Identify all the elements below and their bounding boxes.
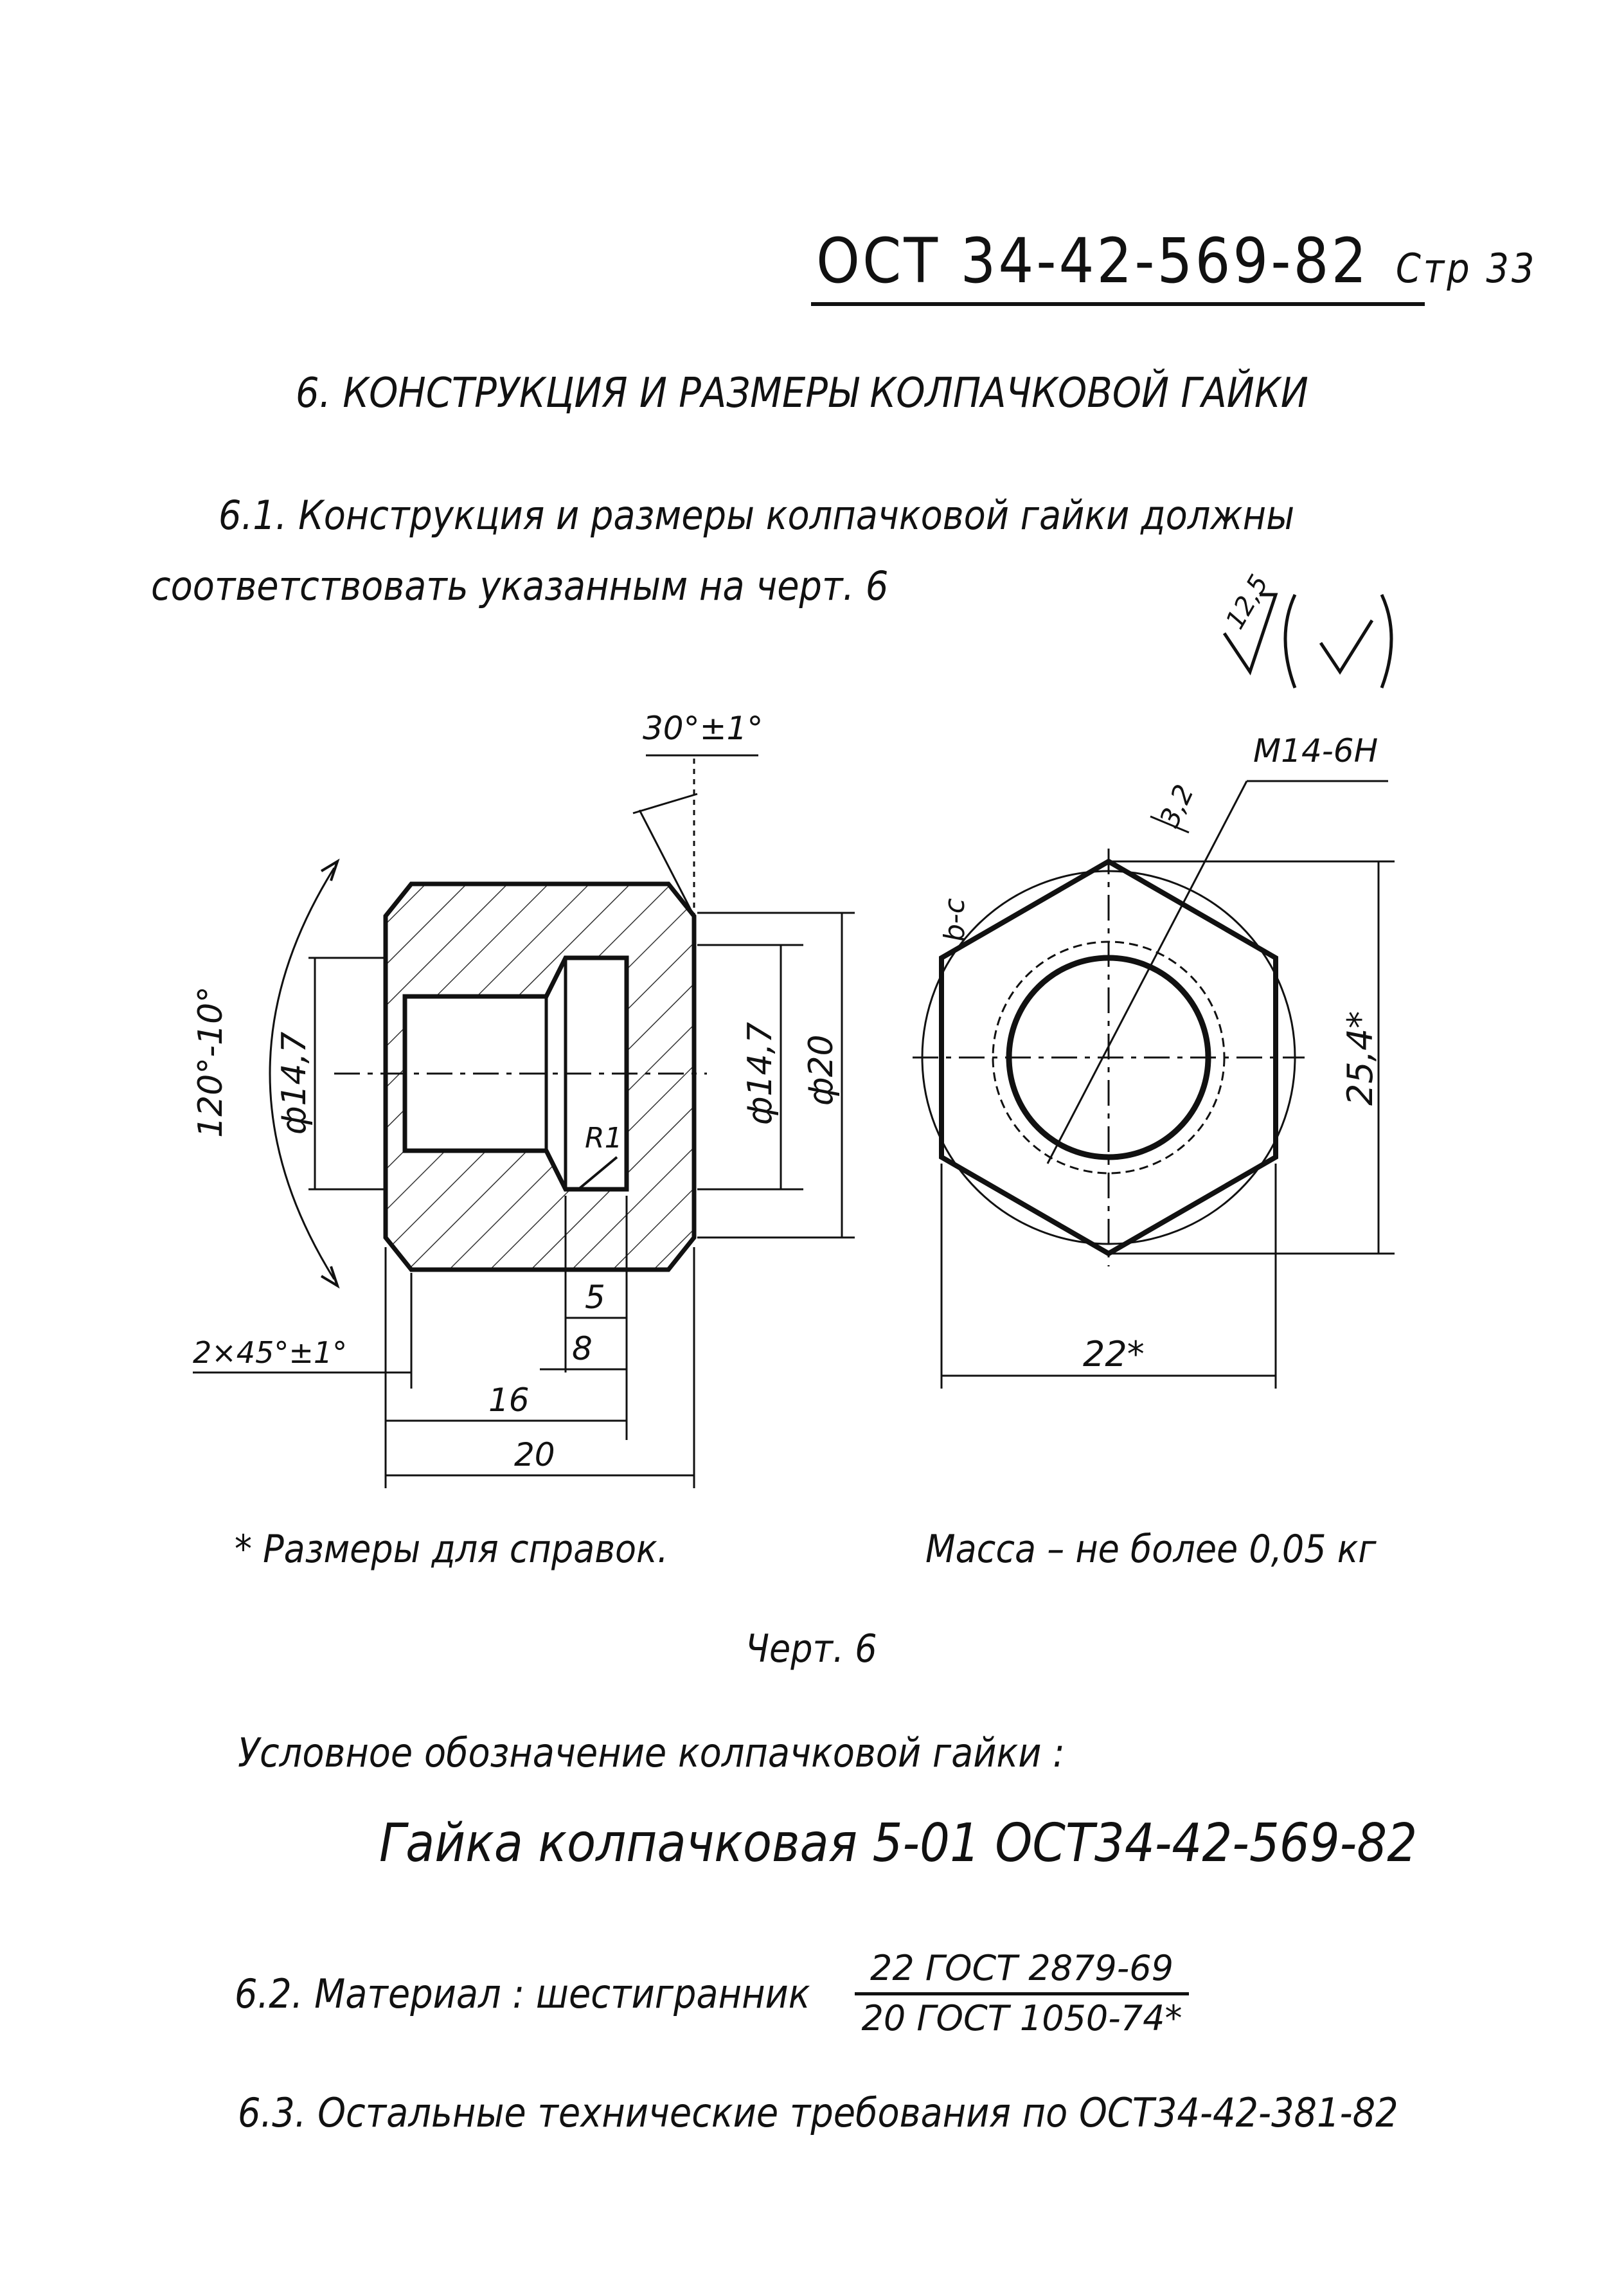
dim-20-label: 20 (514, 1436, 555, 1473)
thread-roughness-label: 3,2 (1153, 779, 1200, 833)
nut-section-view (192, 710, 855, 1488)
reference-note: * Размеры для справок. (235, 1527, 668, 1572)
radius-label: R1 (585, 1122, 623, 1155)
across-flats-label: 22* (1083, 1334, 1145, 1374)
section-title: 6. КОНСТРУКЦИЯ И РАЗМЕРЫ КОЛПАЧКОВОЙ ГАЙКИ (296, 370, 1308, 417)
b-label: b-c (938, 898, 971, 942)
page-number: Стр 33 (1395, 245, 1537, 292)
clause-6-2-label: 6.2. Материал : шестигранник (235, 1970, 810, 2017)
designation-example: Гайка колпачковая 5-01 ОСТ34-42-569-82 (379, 1813, 1418, 1874)
figure-caption: Черт. 6 (745, 1626, 877, 1671)
dia-outer-label: ф20 (802, 1034, 841, 1106)
material-denominator: 20 ГОСТ 1050-74* (861, 1998, 1182, 2039)
thread-label: M14-6H (1253, 732, 1379, 770)
nut-hex-view (913, 732, 1395, 1389)
chamfer-label: 2×45°±1° (193, 1335, 348, 1370)
dim-8-label: 8 (572, 1330, 593, 1367)
roughness-value: 12,5 (1220, 570, 1275, 634)
roughness-symbol (1220, 570, 1391, 688)
clause-6-1-line-2: соответствовать указанным на черт. 6 (151, 562, 889, 609)
clause-6-1-line-1: 6.1. Конструкция и размеры колпачковой гайки должны (219, 492, 1295, 539)
clause-6-3: 6.3. Остальные технические требования по ОСТ34-42-381-82 (238, 2089, 1398, 2136)
designation-intro: Условное обозначение колпачковой гайки : (238, 1729, 1065, 1776)
material-fraction (855, 1948, 1189, 2039)
mass-note: Масса – не более 0,05 кг (925, 1527, 1377, 1572)
angle-arc-label: 120°-10° (192, 986, 230, 1138)
across-corners-label: 25,4* (1340, 1011, 1380, 1106)
standard-number: ОСТ 34-42-569-82 (816, 225, 1370, 297)
dim-16-label: 16 (488, 1382, 530, 1419)
dia-inner-right-label: ф14,7 (741, 1022, 780, 1125)
dia-inner-left-label: ф14,7 (275, 1031, 314, 1135)
material-numerator: 22 ГОСТ 2879-69 (855, 1948, 1189, 1995)
dim-5-label: 5 (585, 1279, 605, 1316)
angle-chamfer-label: 30°±1° (643, 710, 763, 747)
